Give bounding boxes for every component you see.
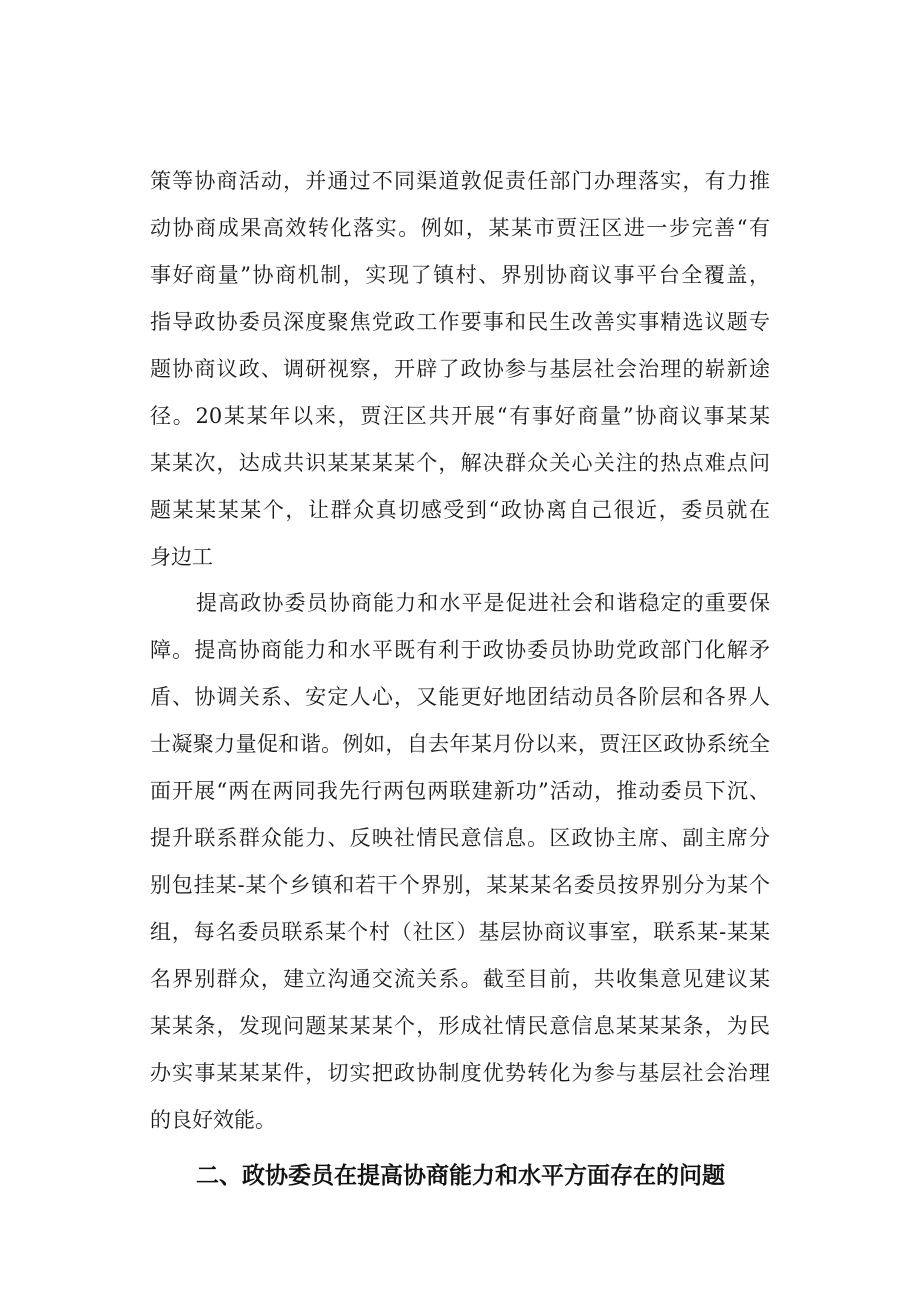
section-heading: 二、政协委员在提高协商能力和水平方面存在的问题: [196, 1163, 725, 1189]
paragraph-line: 径。20某某年以来，贾汪区共开展“有事好商量”协商议事某某: [150, 404, 770, 428]
paragraph-line: 障。提高协商能力和水平既有利于政协委员协助党政部门化解矛: [150, 638, 770, 662]
paragraph-line: 题某某某某个，让群众真切感受到“政协离自己很近，委员就在: [150, 498, 770, 522]
paragraph-line: 组，每名委员联系某个村（社区）基层协商议事室，联系某-某某: [150, 920, 770, 944]
paragraph-line: 士凝聚力量促和谐。例如，自去年某月份以来，贾汪区政协系统全: [150, 732, 770, 756]
paragraph-line: 某某次，达成共识某某某某个，解决群众关心关注的热点难点问: [150, 451, 770, 475]
paragraph-line: 提升联系群众能力、反映社情民意信息。区政协主席、副主席分: [150, 826, 770, 850]
paragraph-line: 题协商议政、调研视察，开辟了政协参与基层社会治理的崭新途: [150, 357, 770, 381]
paragraph-line: 办实事某某某件，切实把政协制度优势转化为参与基层社会治理: [150, 1061, 770, 1085]
paragraph-line: 的良好效能。: [150, 1108, 276, 1132]
paragraph-line: 名界别群众，建立沟通交流关系。截至目前，共收集意见建议某: [150, 967, 770, 991]
paragraph-line: 身边工: [150, 545, 213, 569]
paragraph-line: 事好商量”协商机制，实现了镇村、界别协商议事平台全覆盖，: [150, 263, 770, 287]
paragraph-line: 别包挂某-某个乡镇和若干个界别，某某某名委员按界别分为某个: [150, 873, 770, 897]
paragraph-line: 提高政协委员协商能力和水平是促进社会和谐稳定的重要保: [196, 591, 770, 615]
paragraph-line: 某某条，发现问题某某某个，形成社情民意信息某某某条，为民: [150, 1014, 770, 1038]
paragraph-line: 动协商成果高效转化落实。例如，某某市贾汪区进一步完善“有: [150, 216, 770, 240]
paragraph-line: 指导政协委员深度聚焦党政工作要事和民生改善实事精选议题专: [150, 310, 770, 334]
paragraph-line: 盾、协调关系、安定人心，又能更好地团结动员各阶层和各界人: [150, 685, 770, 709]
paragraph-line: 策等协商活动，并通过不同渠道敦促责任部门办理落实，有力推: [150, 169, 770, 193]
paragraph-line: 面开展“两在两同我先行两包两联建新功”活动，推动委员下沉、: [150, 779, 770, 803]
